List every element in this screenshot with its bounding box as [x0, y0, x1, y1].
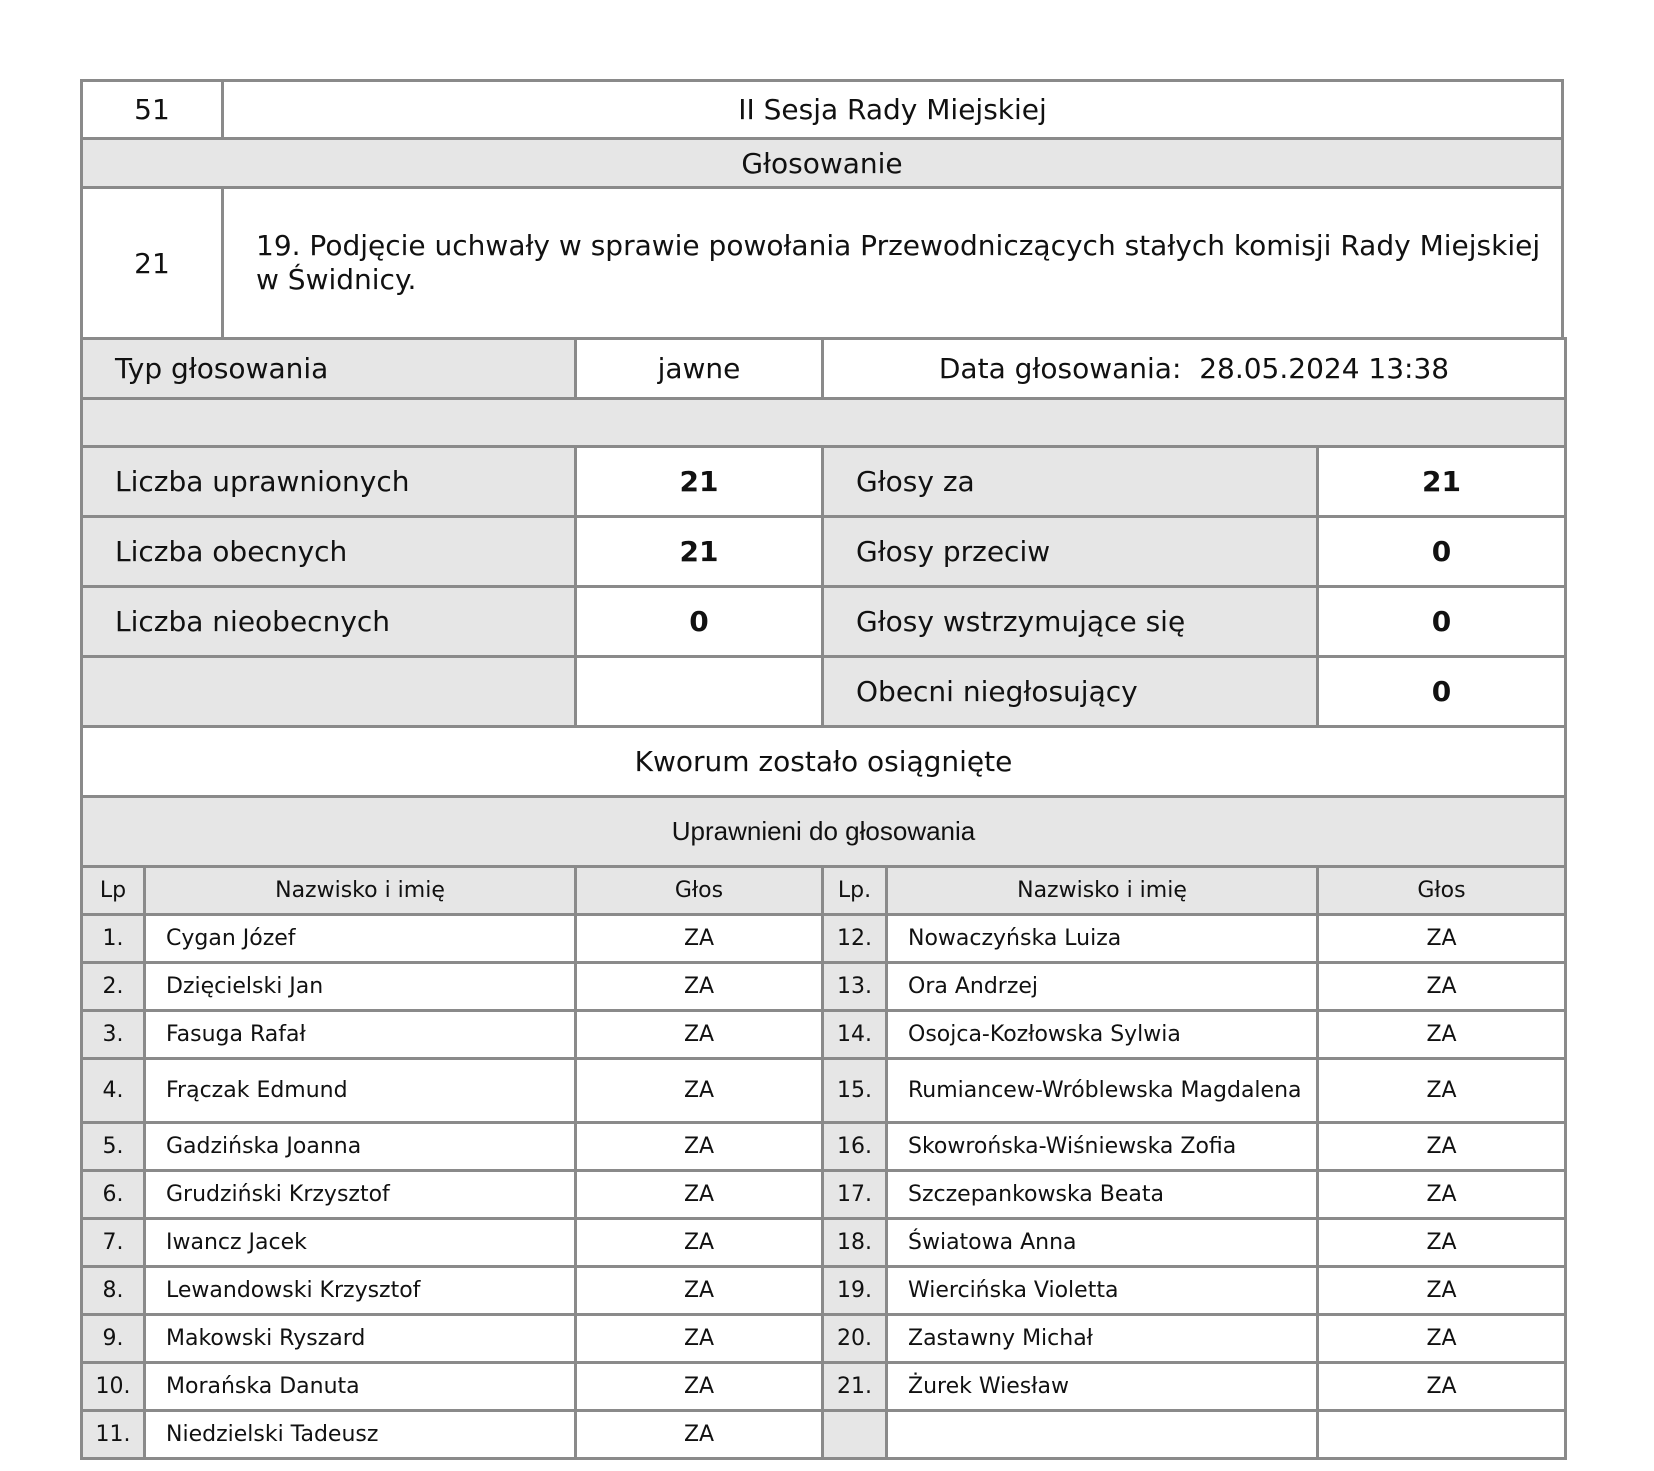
voter-name: Dzięcielski Jan — [145, 963, 576, 1011]
session-number: 51 — [82, 81, 223, 139]
voter-lp: 1. — [82, 915, 145, 963]
voter-name: Osojca-Kozłowska Sylwia — [887, 1011, 1318, 1059]
voter-lp: 13. — [823, 963, 887, 1011]
voter-lp: 5. — [82, 1123, 145, 1171]
session-title: II Sesja Rady Miejskiej — [223, 81, 1563, 139]
voter-row — [82, 1411, 1566, 1459]
voter-name: Skowrońska-Wiśniewska Zofia — [887, 1123, 1318, 1171]
voter-vote: ZA — [1318, 1011, 1566, 1059]
voter-name: Nowaczyńska Luiza — [887, 915, 1318, 963]
absent-label: Liczba nieobecnych — [82, 587, 576, 657]
voter-lp: 16. — [823, 1123, 887, 1171]
voter-vote: ZA — [1318, 915, 1566, 963]
spacer-row — [82, 399, 1566, 447]
voter-lp: 3. — [82, 1011, 145, 1059]
voter-vote: ZA — [1318, 1123, 1566, 1171]
voter-lp — [823, 1411, 887, 1459]
voter-lp: 7. — [82, 1219, 145, 1267]
voter-vote: ZA — [576, 1011, 823, 1059]
voter-name: Makowski Ryszard — [145, 1315, 576, 1363]
votes-abstain-label: Głosy wstrzymujące się — [823, 587, 1318, 657]
header-name-left: Nazwisko i imię — [145, 867, 576, 915]
voter-vote: ZA — [1318, 1267, 1566, 1315]
header-name-right: Nazwisko i imię — [887, 867, 1318, 915]
voter-vote: ZA — [576, 963, 823, 1011]
voter-lp: 12. — [823, 915, 887, 963]
voter-vote: ZA — [1318, 1171, 1566, 1219]
voting-document — [80, 79, 1564, 1460]
vote-type-value: jawne — [576, 339, 823, 399]
voter-vote: ZA — [1318, 963, 1566, 1011]
voter-vote: ZA — [576, 1219, 823, 1267]
voter-name: Zastawny Michał — [887, 1315, 1318, 1363]
voter-name: Żurek Wiesław — [887, 1363, 1318, 1411]
voter-vote: ZA — [1318, 1315, 1566, 1363]
voter-lp: 21. — [823, 1363, 887, 1411]
voter-vote: ZA — [576, 1059, 823, 1123]
voter-vote: ZA — [1318, 1059, 1566, 1123]
voter-name — [887, 1411, 1318, 1459]
eligible-value: 21 — [576, 447, 823, 517]
header-vote-right: Głos — [1318, 867, 1566, 915]
voter-name: Grudziński Krzysztof — [145, 1171, 576, 1219]
voter-row — [82, 1123, 1566, 1171]
votes-for-label: Głosy za — [823, 447, 1318, 517]
voters-title: Uprawnieni do głosowania — [82, 797, 1566, 867]
voter-lp: 18. — [823, 1219, 887, 1267]
voter-name: Fasuga Rafał — [145, 1011, 576, 1059]
voter-vote: ZA — [1318, 1363, 1566, 1411]
votes-against-label: Głosy przeciw — [823, 517, 1318, 587]
voter-lp: 2. — [82, 963, 145, 1011]
eligible-label: Liczba uprawnionych — [82, 447, 576, 517]
voter-vote: ZA — [1318, 1219, 1566, 1267]
voter-name: Cygan Józef — [145, 915, 576, 963]
present-value: 21 — [576, 517, 823, 587]
vote-date-label: Data głosowania: — [938, 352, 1182, 385]
voter-vote: ZA — [576, 915, 823, 963]
voter-lp: 11. — [82, 1411, 145, 1459]
voters-table — [80, 865, 1567, 1460]
empty-stat-label — [82, 657, 576, 727]
voter-lp: 6. — [82, 1171, 145, 1219]
voter-row — [82, 1315, 1566, 1363]
empty-stat-value — [576, 657, 823, 727]
voter-row — [82, 963, 1566, 1011]
voter-lp: 20. — [823, 1315, 887, 1363]
voter-name: Lewandowski Krzysztof — [145, 1267, 576, 1315]
vote-date — [823, 339, 1566, 399]
present-label: Liczba obecnych — [82, 517, 576, 587]
voter-lp: 19. — [823, 1267, 887, 1315]
voter-lp: 15. — [823, 1059, 887, 1123]
voter-name: Światowa Anna — [887, 1219, 1318, 1267]
voter-vote: ZA — [576, 1171, 823, 1219]
voter-lp: 9. — [82, 1315, 145, 1363]
voter-vote — [1318, 1411, 1566, 1459]
voter-lp: 10. — [82, 1363, 145, 1411]
session-header-table — [80, 79, 1564, 340]
absent-value: 0 — [576, 587, 823, 657]
vote-number: 21 — [82, 188, 223, 339]
voter-name: Szczepankowska Beata — [887, 1171, 1318, 1219]
voter-lp: 8. — [82, 1267, 145, 1315]
nonvoting-label: Obecni niegłosujący — [823, 657, 1318, 727]
voter-name: Ora Andrzej — [887, 963, 1318, 1011]
voter-row — [82, 1171, 1566, 1219]
voter-lp: 4. — [82, 1059, 145, 1123]
quorum-status: Kworum zostało osiągnięte — [82, 727, 1566, 797]
header-lp-right: Lp. — [823, 867, 887, 915]
voter-name: Niedzielski Tadeusz — [145, 1411, 576, 1459]
voter-row — [82, 1363, 1566, 1411]
section-title: Głosowanie — [82, 139, 1563, 188]
votes-against-value: 0 — [1318, 517, 1566, 587]
voter-row — [82, 1059, 1566, 1123]
voter-vote: ZA — [576, 1363, 823, 1411]
nonvoting-value: 0 — [1318, 657, 1566, 727]
vote-summary-table — [80, 337, 1567, 868]
voter-name: Rumiancew-Wróblewska Magdalena — [887, 1059, 1318, 1123]
voter-name: Wiercińska Violetta — [887, 1267, 1318, 1315]
voter-name: Frączak Edmund — [145, 1059, 576, 1123]
vote-date-value: 28.05.2024 13:38 — [1199, 352, 1450, 385]
voter-vote: ZA — [576, 1123, 823, 1171]
voter-row — [82, 1219, 1566, 1267]
voter-lp: 14. — [823, 1011, 887, 1059]
voter-row — [82, 915, 1566, 963]
voter-name: Iwancz Jacek — [145, 1219, 576, 1267]
voter-vote: ZA — [576, 1315, 823, 1363]
voter-vote: ZA — [576, 1267, 823, 1315]
voter-name: Gadzińska Joanna — [145, 1123, 576, 1171]
voter-row — [82, 1011, 1566, 1059]
votes-for-value: 21 — [1318, 447, 1566, 517]
vote-type-label: Typ głosowania — [82, 339, 576, 399]
header-lp-left: Lp — [82, 867, 145, 915]
voter-lp: 17. — [823, 1171, 887, 1219]
voter-name: Morańska Danuta — [145, 1363, 576, 1411]
header-vote-left: Głos — [576, 867, 823, 915]
vote-topic: 19. Podjęcie uchwały w sprawie powołania Przewodniczących stałych komisji Rady Miejskiej w Świdnicy. — [223, 188, 1563, 339]
voter-vote: ZA — [576, 1411, 823, 1459]
voter-row — [82, 1267, 1566, 1315]
votes-abstain-value: 0 — [1318, 587, 1566, 657]
